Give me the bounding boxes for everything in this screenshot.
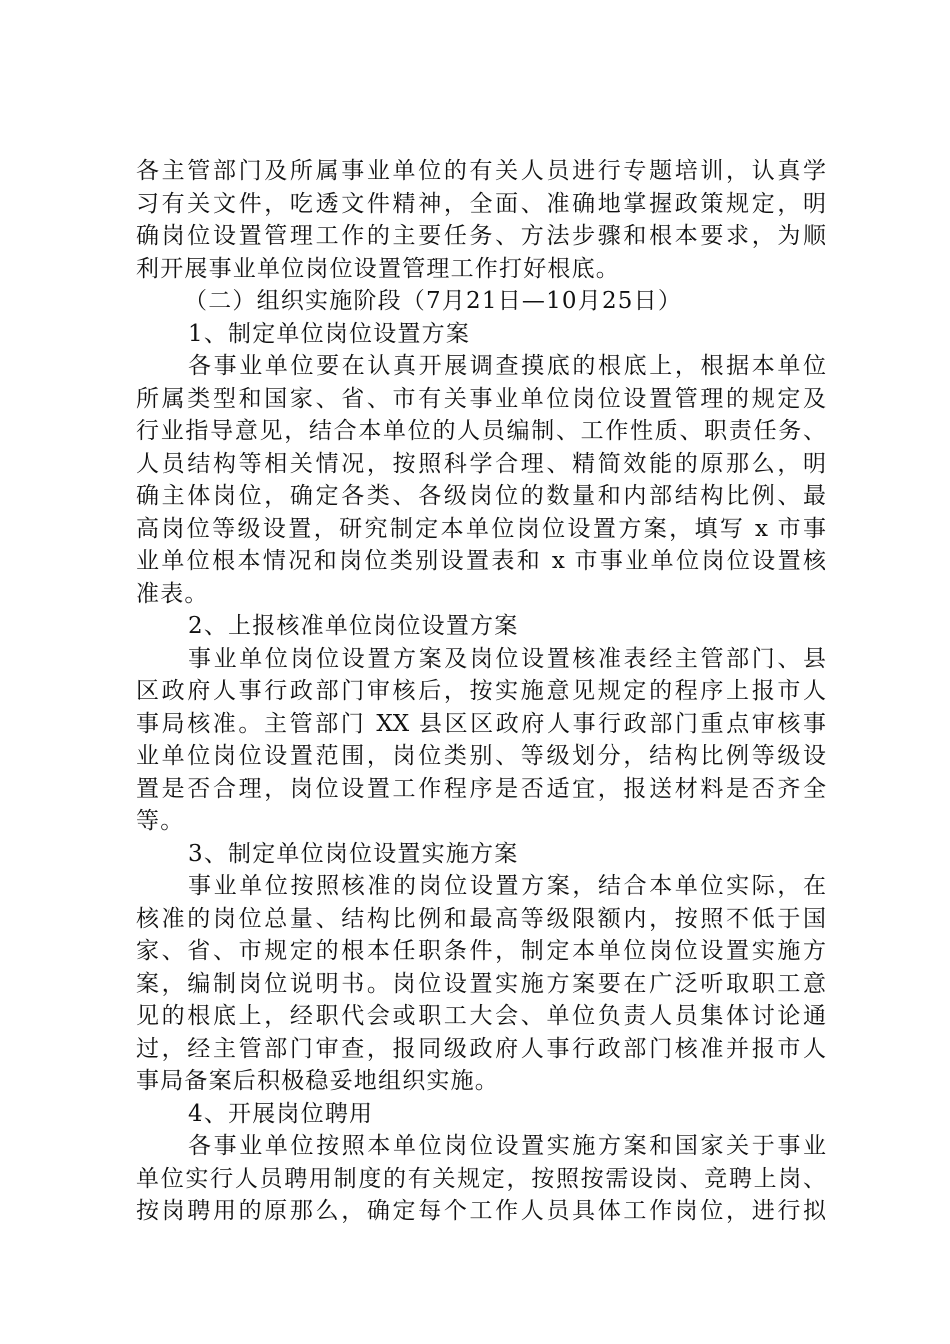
text-line: 区政府人事行政部门审核后，按实施意见规定的程序上报市人 <box>136 678 826 704</box>
text-line: 见的根底上，经职代会或职工大会、单位负责人员集体讨论通 <box>136 1003 826 1029</box>
text-line: 等。 <box>136 808 185 834</box>
subsection-heading: 1、制定单位岗位设置方案 <box>188 320 471 347</box>
text-line: 事业单位岗位设置方案及岗位设置核准表经主管部门、县 <box>188 645 826 672</box>
text-line: 事局核准。主管部门 XX 县区区政府人事行政部门重点审核事 <box>136 710 826 737</box>
subsection-heading: 2、上报核准单位岗位设置方案 <box>188 613 519 639</box>
section-heading: （二）组织实施阶段（7月21日—10月25日） <box>184 288 683 314</box>
subsection-heading: 3、制定单位岗位设置实施方案 <box>188 840 519 867</box>
text-line: 过，经主管部门审查，报同级政府人事行政部门核准并报市人 <box>136 1035 826 1062</box>
text-line: 家、省、市规定的根本任职条件，制定本单位岗位设置实施方 <box>136 938 826 964</box>
text-line: 行业指导意见，结合本单位的人员编制、工作性质、职责任务、 <box>136 418 826 444</box>
subsection-heading: 4、开展岗位聘用 <box>188 1100 374 1127</box>
text-line: 事业单位按照核准的岗位设置方案，结合本单位实际，在 <box>188 873 826 899</box>
text-line: 单位实行人员聘用制度的有关规定，按照按需设岗、竞聘上岗、 <box>136 1165 826 1192</box>
text-line: 案，编制岗位说明书。岗位设置实施方案要在广泛听取职工意 <box>136 970 826 997</box>
text-line: 人员结构等相关情况，按照科学合理、精简效能的原那么，明 <box>136 450 826 477</box>
text-line: 确主体岗位，确定各类、各级岗位的数量和内部结构比例、最 <box>136 483 826 509</box>
text-line: 确岗位设置管理工作的主要任务、方法步骤和根本要求，为顺 <box>136 223 826 249</box>
text-line: 所属类型和国家、省、市有关事业单位岗位设置管理的规定及 <box>136 385 826 412</box>
text-line: 准表。 <box>136 580 209 607</box>
text-line: 各事业单位要在认真开展调查摸底的根底上，根据本单位 <box>188 353 826 379</box>
document-body <box>136 155 826 1228</box>
text-line: 各事业单位按照本单位岗位设置实施方案和国家关于事业 <box>188 1133 826 1159</box>
text-line: 事局备案后积极稳妥地组织实施。 <box>136 1068 499 1094</box>
text-line: 业单位根本情况和岗位类别设置表和 x 市事业单位岗位设置核 <box>136 548 826 574</box>
text-line: 核准的岗位总量、结构比例和最高等级限额内，按照不低于国 <box>136 905 826 932</box>
text-line: 置是否合理，岗位设置工作程序是否适宜，报送材料是否齐全 <box>136 775 826 802</box>
text-line: 按岗聘用的原那么，确定每个工作人员具体工作岗位，进行拟 <box>136 1198 826 1224</box>
text-line: 利开展事业单位岗位设置管理工作打好根底。 <box>136 255 620 282</box>
text-line: 各主管部门及所属事业单位的有关人员进行专题培训，认真学 <box>136 158 826 184</box>
text-line: 业单位岗位设置范围，岗位类别、等级划分，结构比例等级设 <box>136 743 826 769</box>
text-line: 习有关文件，吃透文件精神，全面、准确地掌握政策规定，明 <box>136 190 826 217</box>
text-line: 高岗位等级设置，研究制定本单位岗位设置方案，填写 x 市事 <box>136 515 826 542</box>
